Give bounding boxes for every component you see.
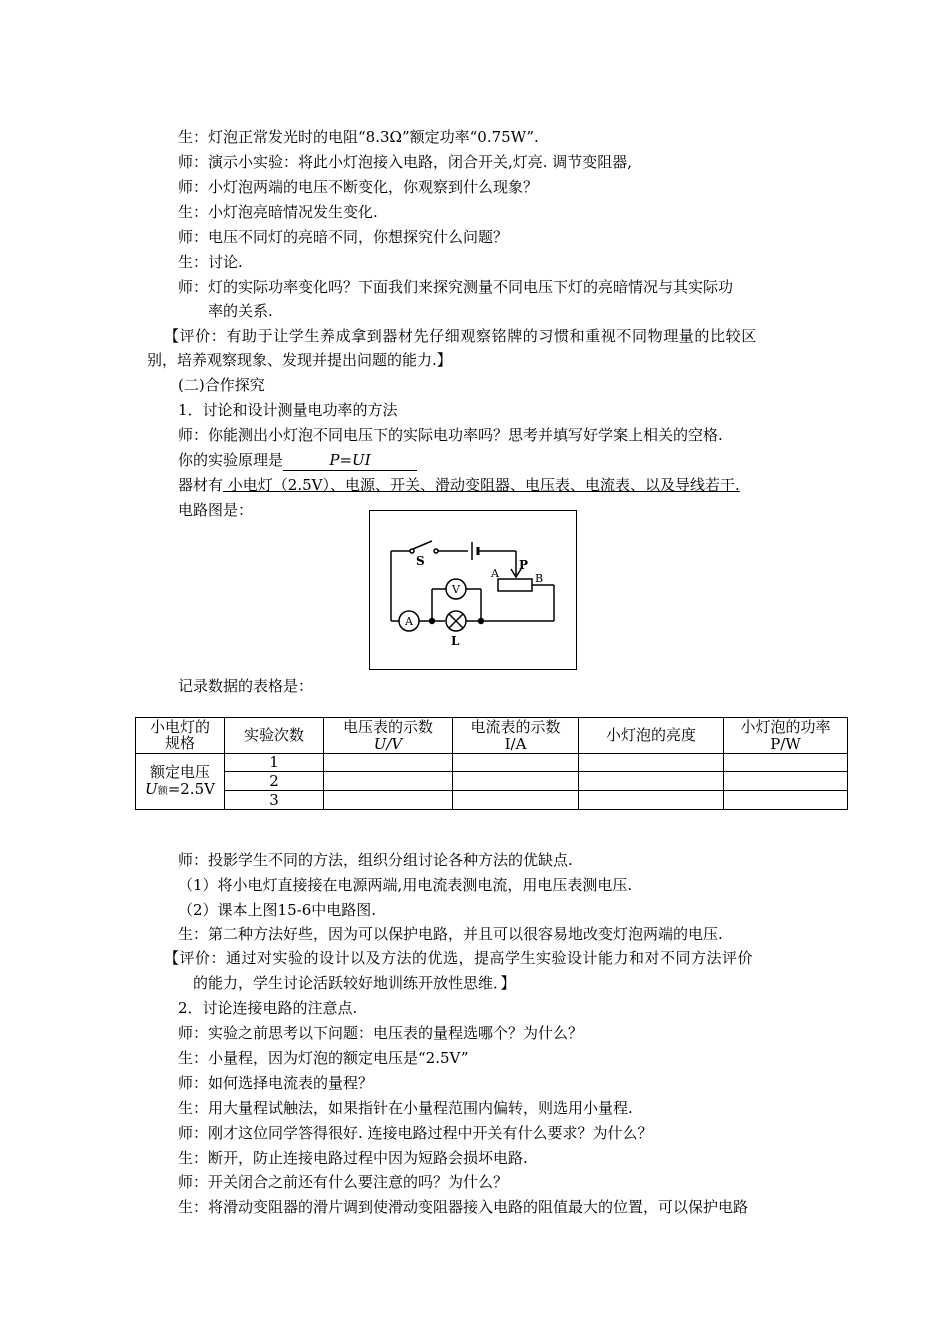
circuit-schematic [370,511,575,668]
equipment-label: 器材有 [178,476,224,494]
slider-label: P [519,558,529,572]
table-label: 记录数据的表格是： [178,677,314,695]
table-header-row [136,718,848,754]
dialogue-line: 生：灯泡正常发光时的电阻“8.3Ω”额定功率“0.75W”. [178,128,539,146]
junction-dot [430,619,435,624]
dialogue-line: 生：将滑动变阻器的滑片调到使滑动变阻器接入电路的阻值最大的位置，可以保护电路 [178,1198,749,1216]
lamp-label: L [451,634,460,648]
trial-number: 1 [225,754,324,772]
table-cell [579,791,724,810]
subsection-title: 2．讨论连接电路的注意点. [178,999,358,1017]
table-cell [724,772,848,791]
data-record-table [135,717,848,810]
switch-label: S [416,554,425,568]
principle-answer: P=UI [283,450,417,471]
table-cell [579,754,724,772]
table-cell [453,772,579,791]
header-voltage: 电压表的示数 U/V [324,718,453,754]
evaluation-note: 【评价：通过对实验的设计以及方法的优选，提高学生实验设计能力和对不同方法评价 [164,949,754,967]
dialogue-line: 生：讨论. [178,253,243,271]
switch-contact [434,549,438,553]
dialogue-line: 师：演示小实验：将此小灯泡接入电路，闭合开关,灯亮. 调节变阻器, [178,153,633,171]
table-cell [724,791,848,810]
dialogue-line: 师：如何选择电流表的量程？ [178,1074,374,1092]
equipment-answer: 小电灯（2.5V）、电源、开关、滑动变阻器、电压表、电流表、以及导线若干. [223,476,740,494]
dialogue-line: 师：开关闭合之前还有什么要注意的吗？为什么？ [178,1173,509,1191]
header-trial: 实验次数 [225,718,324,754]
rheostat-body [498,579,532,591]
dialogue-line: 生：小量程，因为灯泡的额定电压是“2.5V” [178,1049,469,1067]
dialogue-line: 师：你能测出小灯泡不同电压下的实际电功率吗？思考并填写好学案上相关的空格. [178,426,723,444]
dialogue-line: 师：投影学生不同的方法，组织分组讨论各种方法的优缺点. [178,851,573,869]
table-cell [324,772,453,791]
table-row [136,791,848,810]
dialogue-line: 生：小灯泡亮暗情况发生变化. [178,203,378,221]
dialogue-line: 生：用大量程试触法，如果指针在小量程范围内偏转，则选用小量程. [178,1099,633,1117]
trial-number: 2 [225,772,324,791]
evaluation-note: 别，培养观察现象、发现并提出问题的能力.】 [147,351,452,369]
principle-line [178,450,417,471]
method-item: （1）将小电灯直接接在电源两端,用电流表测电流，用电压表测电压. [178,876,633,894]
dialogue-line: 率的关系. [208,302,273,320]
dialogue-line: 师：灯的实际功率变化吗？下面我们来探究测量不同电压下灯的亮暗情况与其实际功 [178,278,734,296]
switch-blade [413,541,432,549]
principle-label: 你的实验原理是 [178,451,284,469]
header-spec: 小电灯的规格 [136,718,225,754]
spec-cell [136,754,225,810]
rheostat-end-b-label: B [535,572,544,585]
table-cell [453,791,579,810]
junction-dot [479,619,484,624]
subsection-title: 1．讨论和设计测量电功率的方法 [178,401,398,419]
voltmeter-label: V [452,583,460,596]
rheostat-end-a-label: A [491,567,499,580]
trial-number: 3 [225,791,324,810]
equipment-line [178,475,740,495]
dialogue-line: 师：小灯泡两端的电压不断变化，你观察到什么现象？ [178,178,539,196]
method-item: （2）课本上图15-6中电路图. [178,901,377,919]
table-cell [453,754,579,772]
section-title: (二)合作探究 [178,376,265,394]
spec-value-line: U额=2.5V [145,779,215,798]
header-power: 小灯泡的功率 P/W [724,718,848,754]
table-cell [324,754,453,772]
table-cell [324,791,453,810]
evaluation-note: 【评价：有助于让学生养成拿到器材先仔细观察铭牌的习惯和重视不同物理量的比较区 [164,327,757,345]
circuit-label: 电路图是： [178,501,254,519]
header-brightness: 小灯泡的亮度 [579,718,724,754]
circuit-diagram [369,510,577,670]
table-row [136,754,848,772]
table-cell [724,754,848,772]
spec-line: 额定电压 [149,762,210,781]
header-current: 电流表的示数 I/A [453,718,579,754]
dialogue-line: 师：实验之前思考以下问题：电压表的量程选哪个？为什么？ [178,1024,584,1042]
table-row [136,772,848,791]
evaluation-note: 的能力，学生讨论活跃较好地训练开放性思维．】 [193,974,516,992]
dialogue-line: 师：刚才这位同学答得很好. 连接电路过程中开关有什么要求？为什么？ [178,1124,653,1142]
table-cell [579,772,724,791]
dialogue-line: 生：断开，防止连接电路过程中因为短路会损坏电路. [178,1149,528,1167]
ammeter-label: A [405,615,413,628]
dialogue-line: 师：电压不同灯的亮暗不同，你想探究什么问题？ [178,228,509,246]
dialogue-line: 生：第二种方法好些，因为可以保护电路，并且可以很容易地改变灯泡两端的电压. [178,925,723,943]
